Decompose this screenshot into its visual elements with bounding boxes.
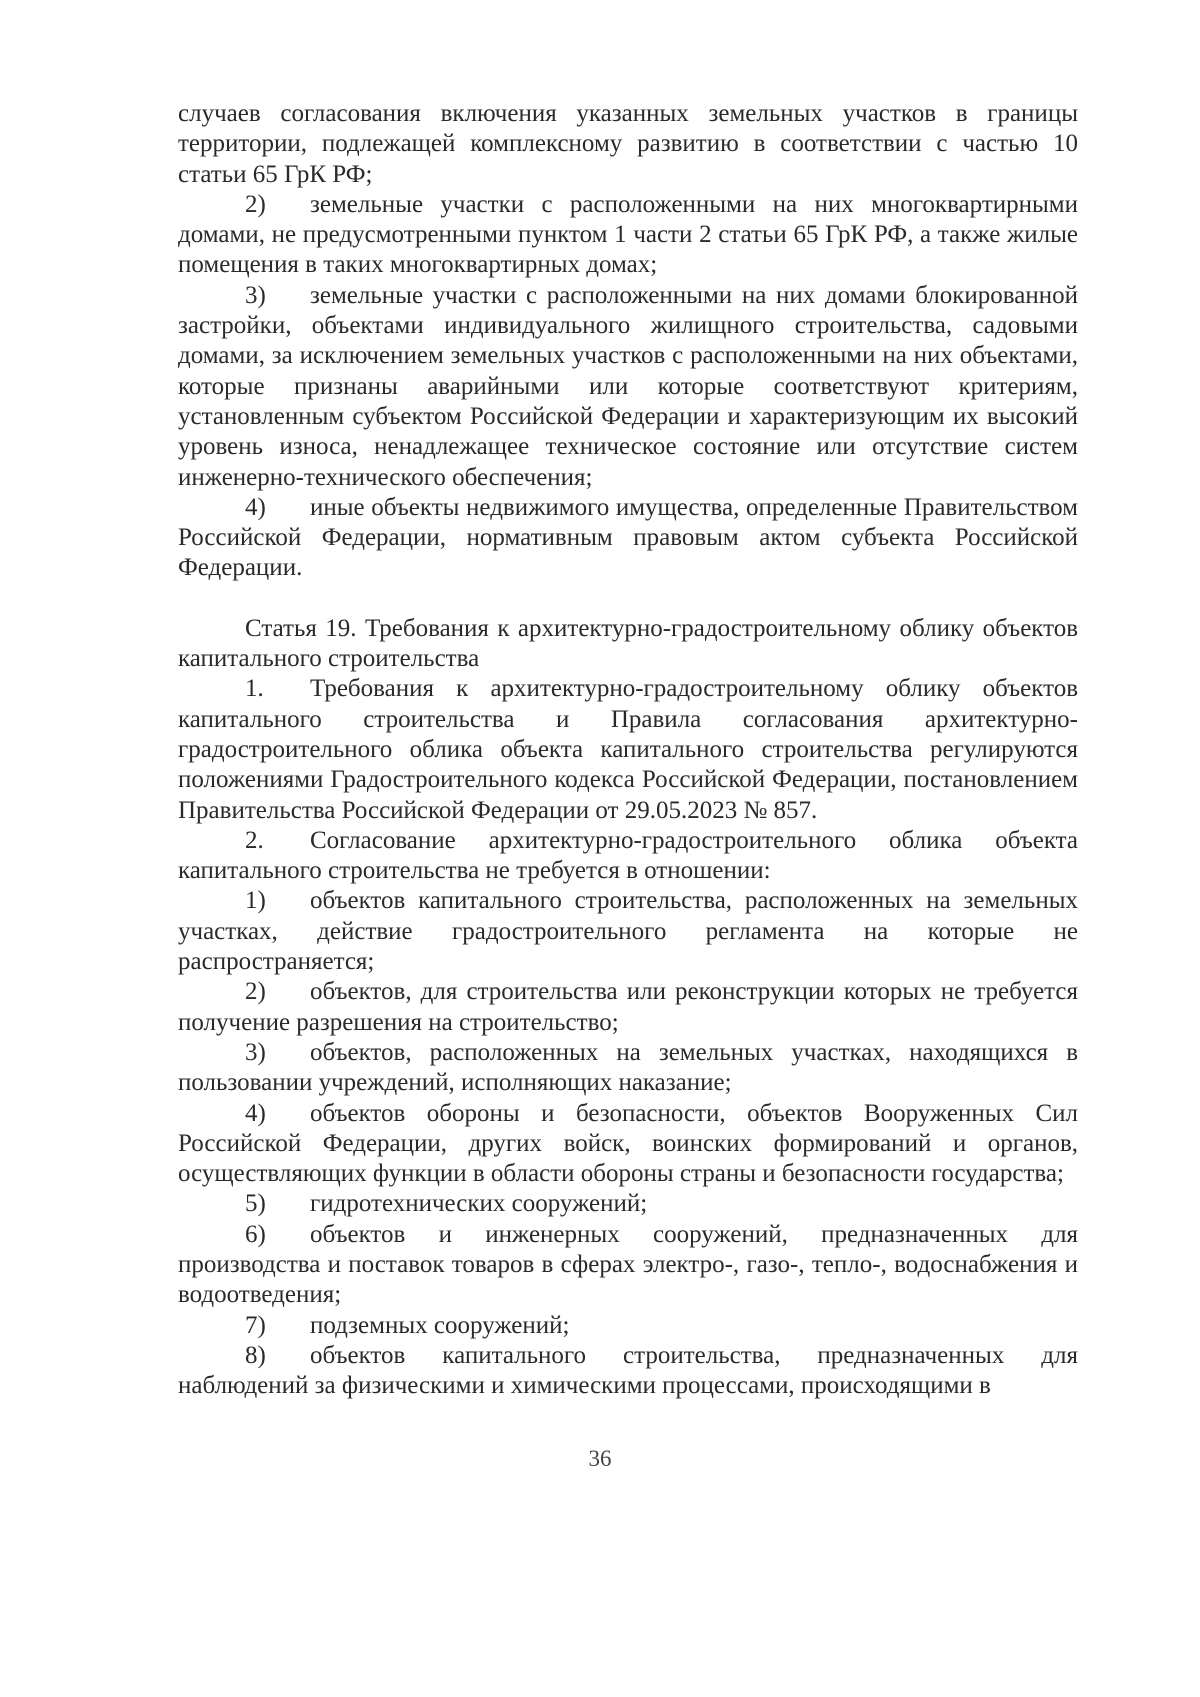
item-number: 5) [245,1190,266,1218]
page-number: 36 [588,1446,612,1471]
paragraph-text: иные объекты недвижимого имущества, определенные Правительством Российской Федерации, нормативным правовым актом субъекта Российской Федерации. [178,493,1078,582]
paragraph-text: Требования к архитектурно-градостроительному облику объектов капитального строительства и Правила согласования архитектурно-градостроительного облика объекта капитального строительства регулируются положениями Градостроительного кодекса Российской Федерации, постановлением Правительства Российской Федерации от 29.05.2023 № 857. [178,675,1078,824]
paragraph-text: Согласование архитектурно-градостроительного облика объекта капитального строительства не требуется в отношении: [178,826,1078,885]
paragraph [178,977,1078,1038]
section-top [178,99,1078,584]
paragraph [178,99,1078,190]
paragraph-text: объектов обороны и безопасности, объектов Вооруженных Сил Российской Федерации, других войск, воинских формирований и органов, осуществляющих функции в области обороны страны и безопасности государства; [178,1099,1078,1188]
item-number: 8) [245,1341,266,1369]
item-number: 2) [245,190,266,218]
paragraph [178,826,1078,887]
paragraph [178,1311,1078,1341]
item-number: 4) [245,1099,266,1127]
paragraph-text: земельные участки с расположенными на них домами блокированной застройки, объектами индивидуального жилищного строительства, садовыми домами, за исключением земельных участков с расположенными на них объектами, которые признаны аварийными или которые соответствуют критериям, установленным субъектом Российской Федерации и характеризующим их высокий уровень износа, ненадлежащее техническое состояние или отсутствие систем инженерно-технического обеспечения; [178,281,1078,491]
paragraph-text: объектов и инженерных сооружений, предназначенных для производства и поставок товаров в сферах электро-, газо-, тепло-, водоснабжения и водоотведения; [178,1220,1078,1309]
paragraph-text: объектов капитального строительства, предназначенных для наблюдений за физическими и химическими процессами, происходящими в [178,1341,1078,1400]
item-number: 1. [245,675,264,703]
article-title: Статья 19. Требования к архитектурно-градостроительному облику объектов капитального строительства [178,614,1078,673]
item-number: 7) [245,1311,266,1339]
paragraph-text: земельные участки с расположенными на них многоквартирными домами, не предусмотренными пунктом 1 части 2 статьи 65 ГрК РФ, а также жилые помещения в таких многоквартирных домах; [178,190,1078,279]
paragraph [178,674,1078,825]
paragraph [178,493,1078,584]
item-number: 2) [245,978,266,1006]
item-number: 4) [245,493,266,521]
item-number: 3) [245,281,266,309]
item-number: 6) [245,1220,266,1248]
paragraph [178,1038,1078,1099]
paragraph [178,1099,1078,1190]
paragraph [178,886,1078,977]
paragraph [178,1220,1078,1311]
paragraph-text: подземных сооружений; [310,1311,570,1339]
item-number: 3) [245,1038,266,1066]
paragraph-text: объектов, для строительства или реконструкции которых не требуется получение разрешения на строительство; [178,978,1078,1036]
item-number: 2. [245,826,264,854]
document-page [178,99,1078,1401]
paragraph-text: гидротехнических сооружений; [310,1190,648,1218]
paragraph-text: случаев согласования включения указанных земельных участков в границы территории, подлежащей комплексному развитию в соответствии с частью 10 статьи 65 ГрК РФ; [178,100,1078,188]
paragraph [178,190,1078,281]
paragraph-text: объектов, расположенных на земельных участках, находящихся в пользовании учреждений, исполняющих наказание; [178,1038,1078,1097]
blank-line [178,584,1078,614]
paragraph-text: объектов капитального строительства, расположенных на земельных участках, действие градостроительного регламента на которые не распространяется; [178,887,1078,976]
paragraph [178,1341,1078,1402]
paragraph [178,1189,1078,1219]
item-number: 1) [245,887,266,915]
paragraph [178,281,1078,493]
section-article [178,674,1078,1401]
